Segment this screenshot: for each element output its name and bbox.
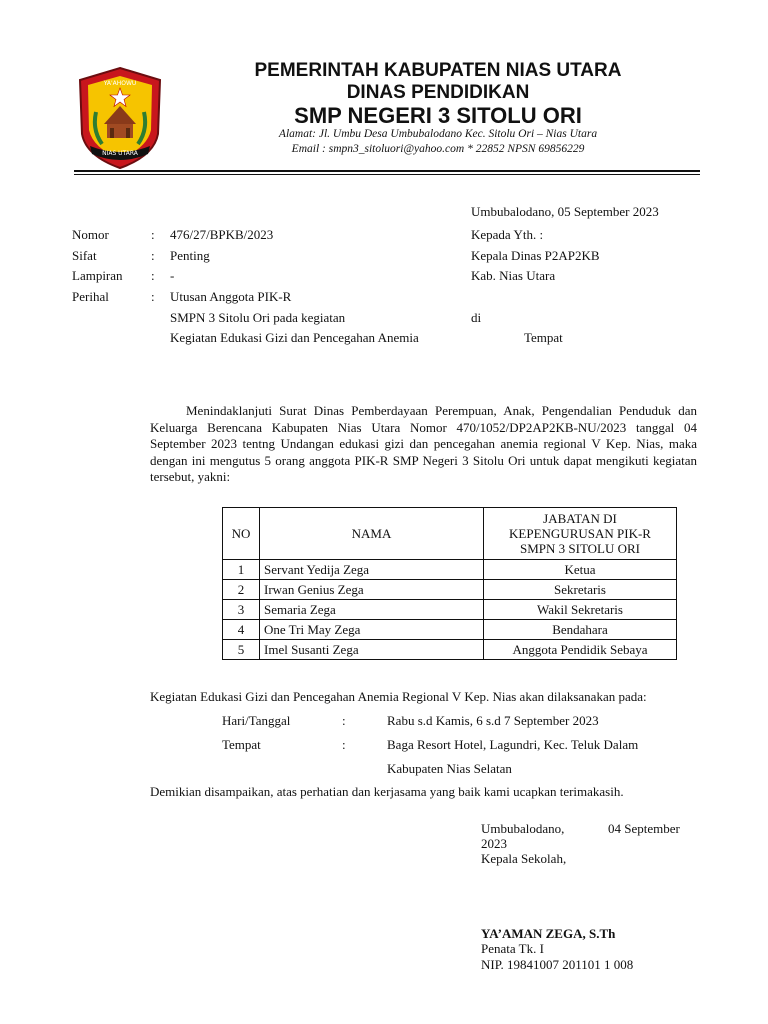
recipient-di: di <box>471 310 482 325</box>
row-jabatan: Ketua <box>484 560 677 580</box>
svg-text:NIAS UTARA: NIAS UTARA <box>102 150 138 157</box>
row-nama: Irwan Genius Zega <box>260 580 484 600</box>
row-no: 3 <box>223 600 260 620</box>
schedule-intro: Kegiatan Edukasi Gizi dan Pencegahan Anemia Regional V Kep. Nias akan dilaksanakan pada: <box>150 689 647 704</box>
tempat-value-2: Kabupaten Nias Selatan <box>387 761 512 776</box>
body-paragraph: Menindaklanjuti Surat Dinas Pemberdayaan Perempuan, Anak, Pengendalian Penduduk dan Keluarga Berencana Kabupaten Nias Utara Nomor 470/1052/DP2AP2KB-NU/2023 tanggal 04 September 2023 tentng Undangan edukasi gizi dan pencegahan anemia regional V Kep. Nias, maka dengan ini mengutus 5 orang anggota PIK-R SMP Negeri 3 Sitolu Ori untuk dapat mengikuti kegiatan tersebut, yakni: <box>150 403 697 484</box>
sifat-colon: : <box>151 248 155 263</box>
lampiran-label: Lampiran <box>72 268 123 283</box>
table-row <box>223 640 677 660</box>
lampiran-value: - <box>170 268 175 283</box>
table-row <box>223 580 677 600</box>
signature-year: 2023 <box>481 836 507 851</box>
perihal-label: Perihal <box>72 289 109 304</box>
header-address: Alamat: Jl. Umbu Desa Umbubalodano Kec. Sitolu Ori – Nias Utara <box>278 128 598 140</box>
header-divider-thin <box>74 174 700 175</box>
row-jabatan: Anggota Pendidik Sebaya <box>484 640 677 660</box>
recipient-line-2: Kepala Dinas P2AP2KB <box>471 248 600 263</box>
row-jabatan: Bendahara <box>484 620 677 640</box>
lampiran-colon: : <box>151 268 155 283</box>
nomor-value: 476/27/BPKB/2023 <box>170 227 274 242</box>
perihal-value-2: SMPN 3 Sitolu Ori pada kegiatan <box>170 310 346 325</box>
sifat-label: Sifat <box>72 248 97 263</box>
header-contact: Email : smpn3_sitoluori@yahoo.com * 22852 NPSN 69856229 <box>291 143 585 155</box>
hari-colon: : <box>342 713 346 728</box>
table-row <box>223 560 677 580</box>
signatory-name: YA’AMAN ZEGA, S.Th <box>481 926 616 941</box>
signatory-nip: NIP. 19841007 201101 1 008 <box>481 957 634 972</box>
row-nama: Imel Susanti Zega <box>260 640 484 660</box>
header-nama: NAMA <box>260 508 484 560</box>
table-row <box>223 600 677 620</box>
signature-place: Umbubalodano, <box>481 821 565 836</box>
row-nama: Semaria Zega <box>260 600 484 620</box>
hari-value: Rabu s.d Kamis, 6 s.d 7 September 2023 <box>387 713 599 728</box>
svg-text:YA'AHOWU: YA'AHOWU <box>103 80 137 87</box>
row-nama: One Tri May Zega <box>260 620 484 640</box>
table-row <box>223 620 677 640</box>
header-school: SMP NEGERI 3 SITOLU ORI <box>294 103 582 128</box>
row-jabatan: Wakil Sekretaris <box>484 600 677 620</box>
sifat-value: Penting <box>170 248 210 263</box>
row-nama: Servant Yedija Zega <box>260 560 484 580</box>
nomor-label: Nomor <box>72 227 109 242</box>
header-jabatan: JABATAN DI KEPENGURUSAN PIK-R SMPN 3 SITOLU ORI <box>484 508 677 560</box>
school-logo <box>74 64 166 172</box>
recipient-line-1: Kepada Yth. : <box>471 227 544 242</box>
header-divider-thick <box>74 170 700 172</box>
members-table <box>222 507 677 660</box>
table-header-row <box>223 508 677 560</box>
tempat-value-1: Baga Resort Hotel, Lagundri, Kec. Teluk Dalam <box>387 737 639 752</box>
signature-position: Kepala Sekolah, <box>481 851 567 866</box>
signature-date: 04 September <box>608 821 680 836</box>
nomor-colon: : <box>151 227 155 242</box>
recipient-tempat: Tempat <box>524 330 563 345</box>
row-jabatan: Sekretaris <box>484 580 677 600</box>
perihal-value-1: Utusan Anggota PIK-R <box>170 289 292 304</box>
row-no: 5 <box>223 640 260 660</box>
closing-sentence: Demikian disampaikan, atas perhatian dan kerjasama yang baik kami ucapkan terimakasih. <box>150 784 624 799</box>
header-dept: DINAS PENDIDIKAN <box>346 82 530 103</box>
header-gov: PEMERINTAH KABUPATEN NIAS UTARA <box>254 60 622 81</box>
recipient-line-3: Kab. Nias Utara <box>471 268 556 283</box>
tempat-colon: : <box>342 737 346 752</box>
row-no: 4 <box>223 620 260 640</box>
header-no: NO <box>223 508 260 560</box>
perihal-colon: : <box>151 289 155 304</box>
hari-label: Hari/Tanggal <box>222 713 291 728</box>
row-no: 2 <box>223 580 260 600</box>
letter-date: Umbubalodano, 05 September 2023 <box>471 204 659 219</box>
signatory-rank: Penata Tk. I <box>481 941 544 956</box>
tempat-label: Tempat <box>222 737 261 752</box>
row-no: 1 <box>223 560 260 580</box>
perihal-value-3: Kegiatan Edukasi Gizi dan Pencegahan Anemia <box>170 330 419 345</box>
